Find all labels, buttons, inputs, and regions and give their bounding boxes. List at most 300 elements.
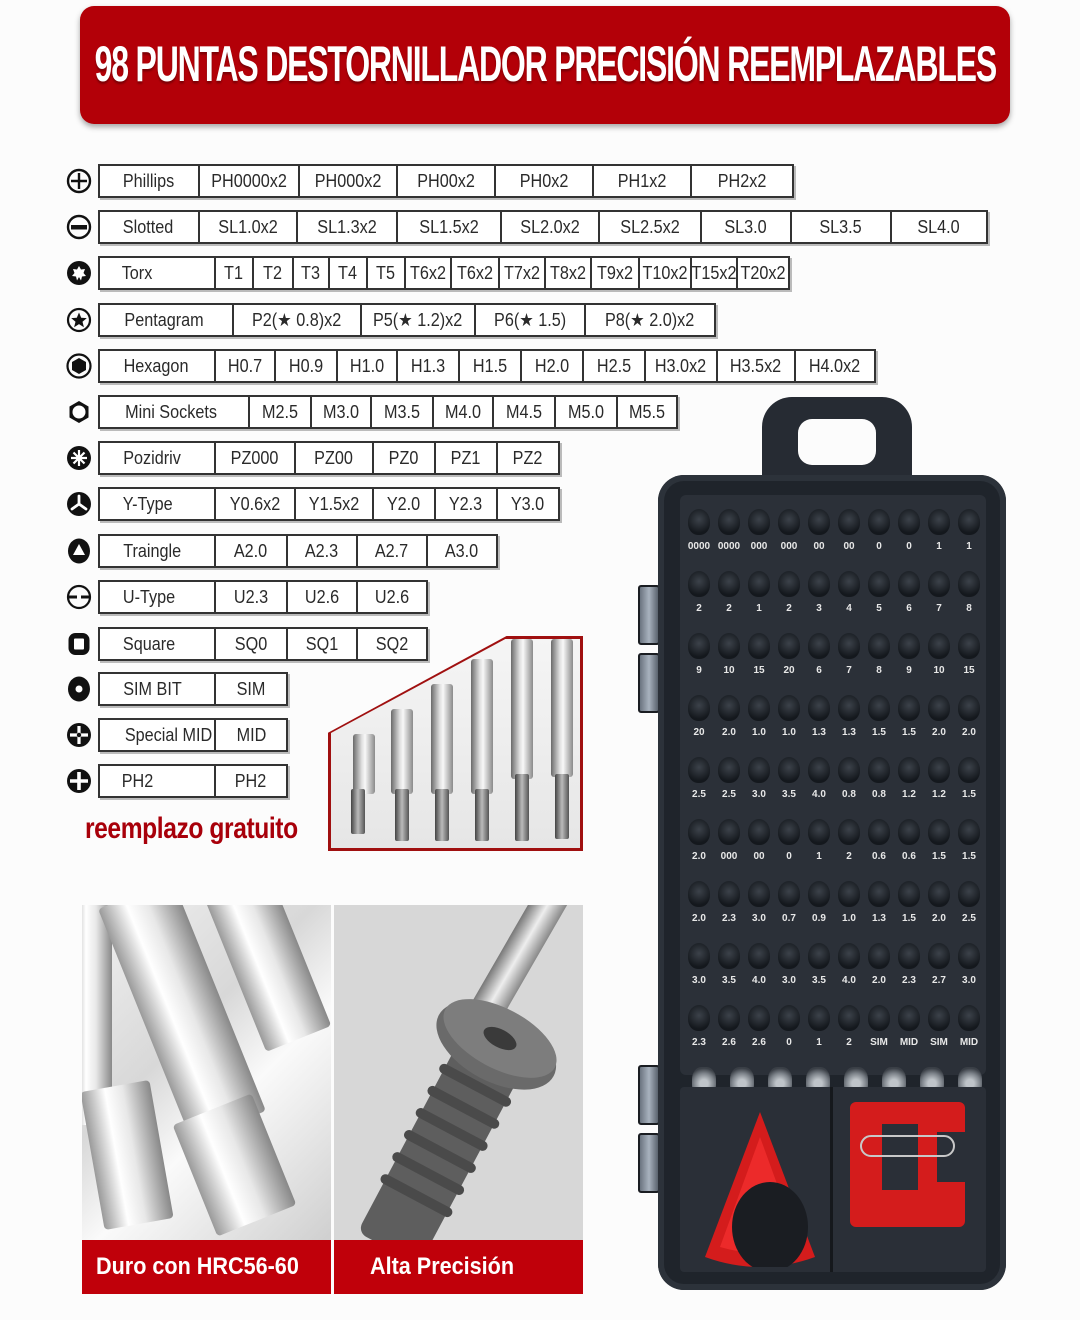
bit-size-cell: Y3.0 xyxy=(498,489,560,519)
hexagon-icon xyxy=(66,353,92,379)
bit-size-cell: Y0.6x2 xyxy=(216,489,296,519)
bit-slot xyxy=(958,1005,980,1031)
bit-size-cell: PH0x2 xyxy=(496,166,594,196)
bit-slot-label: 2.0 xyxy=(962,727,976,738)
bit-slot xyxy=(808,571,830,597)
bit-slot xyxy=(868,695,890,721)
banner-title: 98 PUNTAS DESTORNILLADOR PRECISIÓN REEMPLAZABLES xyxy=(94,36,996,92)
bit-type-label: Pozidriv xyxy=(100,443,216,473)
bit-slot-label: 2.3 xyxy=(722,913,736,924)
bit-size-cell: Y2.3 xyxy=(436,489,498,519)
bit-slot-label: 10 xyxy=(933,665,945,676)
bit-slot xyxy=(838,881,860,907)
bit-slot-label: 3.0 xyxy=(752,913,766,924)
bit-slot-label: 2 xyxy=(726,603,732,614)
bit-size-cell: P5(★ 1.2)x2 xyxy=(362,305,476,335)
bit-slot-label: 1 xyxy=(816,851,822,862)
spec-row-phillips xyxy=(66,164,794,198)
bit-slot xyxy=(868,509,890,535)
spec-row-sim-bit xyxy=(66,672,288,706)
bit-size-cell: PH2 xyxy=(216,766,288,796)
bit-size-cell: SQ0 xyxy=(216,629,288,659)
slotted-icon xyxy=(66,214,92,240)
bit-slot-label: 000 xyxy=(780,541,798,552)
spec-cells xyxy=(98,580,428,614)
spec-row-square xyxy=(66,627,428,661)
bit-slot-label: 1.5 xyxy=(962,789,976,800)
bit-slot-label: 2.6 xyxy=(752,1037,766,1048)
bit-slot-label: 1.0 xyxy=(752,727,766,738)
bit-slot-label: 20 xyxy=(693,727,705,738)
bit-slot xyxy=(838,819,860,845)
bit-size-cell: P8(★ 2.0)x2 xyxy=(586,305,716,335)
bit-slot xyxy=(868,571,890,597)
bit-size-cell: PH00x2 xyxy=(398,166,496,196)
pentagram-icon xyxy=(66,307,92,333)
bit-size-cell: T10x2 xyxy=(640,258,692,288)
sim-bit-icon xyxy=(66,676,92,702)
bit-size-cell: H1.5 xyxy=(460,351,522,381)
bit-slot-label: 4 xyxy=(846,603,852,614)
bit-tray xyxy=(680,495,986,1075)
spec-cells xyxy=(98,764,288,798)
spec-cells xyxy=(98,210,988,244)
bit-size-cell: T7x2 xyxy=(500,258,546,288)
bit-size-cell: SQ2 xyxy=(358,629,428,659)
bit-size-cell: SL3.0 xyxy=(702,212,792,242)
bit-slot-label: 00 xyxy=(753,851,765,862)
bit-slot xyxy=(688,1005,710,1031)
bit-size-cell: PZ1 xyxy=(436,443,498,473)
bit-size-cell: T5 xyxy=(368,258,406,288)
bit-size-cell: T6x2 xyxy=(452,258,500,288)
bit-slot-label: 0 xyxy=(876,541,882,552)
bit-slot xyxy=(928,695,950,721)
bit-slot-label: MID xyxy=(959,1037,979,1048)
spec-cells xyxy=(98,672,288,706)
u-type-icon xyxy=(66,584,92,610)
bit-label-row xyxy=(684,603,984,614)
spec-row-pozidriv xyxy=(66,441,560,475)
title-banner xyxy=(80,6,1010,124)
bit-slot-label: 6 xyxy=(906,603,912,614)
torx-icon xyxy=(66,260,92,286)
bit-size-cell: PZ2 xyxy=(498,443,560,473)
spec-cells xyxy=(98,395,678,429)
special-mid-icon xyxy=(66,722,92,748)
bit-slot xyxy=(688,695,710,721)
bit-shaft xyxy=(471,659,493,794)
bit-slot-label: 3.0 xyxy=(782,975,796,986)
bit-slot-label: 3.0 xyxy=(962,975,976,986)
bit-type-label: U-Type xyxy=(100,582,216,612)
bit-slot-label: 0.6 xyxy=(872,851,886,862)
bit-storage-case xyxy=(650,395,1020,1295)
bit-size-cell: M4.5 xyxy=(494,397,556,427)
bit-slot-label: 6 xyxy=(816,665,822,676)
bit-slot xyxy=(748,881,770,907)
feature-label-hardness: Duro con HRC56-60 xyxy=(82,1240,331,1294)
bit-slot xyxy=(838,509,860,535)
bit-slot-row xyxy=(688,881,980,907)
bit-slot xyxy=(718,509,740,535)
bit-shaft xyxy=(431,684,453,794)
bit-slot xyxy=(958,571,980,597)
bit-slot xyxy=(808,1005,830,1031)
slotted-bit-tip xyxy=(395,789,409,841)
bit-slot-label: 10 xyxy=(723,665,735,676)
bit-slot xyxy=(838,943,860,969)
spec-row-u-type xyxy=(66,580,428,614)
tool-compartment xyxy=(680,1087,986,1272)
bit-shaft xyxy=(511,639,533,779)
bit-slot-label: 1 xyxy=(756,603,762,614)
bit-size-cell: SL1.3x2 xyxy=(298,212,398,242)
bit-slot xyxy=(928,943,950,969)
spec-row-traingle xyxy=(66,534,498,568)
bit-slot-label: 1.2 xyxy=(902,789,916,800)
bit-slot xyxy=(958,695,980,721)
bit-slot-label: 3 xyxy=(816,603,822,614)
bit-size-cell: PH000x2 xyxy=(300,166,398,196)
bit-slot-row xyxy=(688,633,980,659)
bit-slot-label: SIM xyxy=(930,1037,948,1048)
bit-slot xyxy=(718,757,740,783)
bit-slot-row xyxy=(688,819,980,845)
hardened-steel-image xyxy=(82,905,331,1240)
spec-row-slotted xyxy=(66,210,988,244)
bit-slot-label: 2 xyxy=(846,1037,852,1048)
bit-slot xyxy=(898,819,920,845)
bit-size-cell: M3.5 xyxy=(372,397,434,427)
bit-slot-label: 0.7 xyxy=(782,913,796,924)
bit-slot-label: 0.8 xyxy=(872,789,886,800)
bit-slot-label: 2 xyxy=(786,603,792,614)
feature-label-precision: Alta Precisión xyxy=(334,1240,583,1294)
bit-slot-label: 2.3 xyxy=(902,975,916,986)
bit-slot-label: 1.3 xyxy=(872,913,886,924)
bit-slot xyxy=(718,571,740,597)
free-replacement-caption: reemplazo gratuito xyxy=(85,812,298,845)
bit-slot xyxy=(838,633,860,659)
bit-slot xyxy=(748,943,770,969)
spec-row-y-type xyxy=(66,487,560,521)
bit-slot xyxy=(868,943,890,969)
bit-slot-label: 0 xyxy=(906,541,912,552)
bit-slot-label: 15 xyxy=(963,665,975,676)
bit-slot-label: 4.0 xyxy=(752,975,766,986)
bit-slot-label: 2 xyxy=(846,851,852,862)
bit-type-label: Slotted xyxy=(100,212,200,242)
bit-slot xyxy=(838,695,860,721)
bit-slot xyxy=(688,881,710,907)
case-hinge xyxy=(638,1133,660,1193)
bit-size-cell: U2.3 xyxy=(216,582,288,612)
bit-slot-row xyxy=(688,757,980,783)
bit-slot xyxy=(688,757,710,783)
bit-slot-row xyxy=(688,571,980,597)
bit-slot-label: 3.0 xyxy=(692,975,706,986)
bit-size-cell: P2(★ 0.8)x2 xyxy=(234,305,362,335)
magnetizer-slot xyxy=(882,1124,918,1190)
bit-slot-row xyxy=(688,943,980,969)
bit-slot-label: 1.5 xyxy=(902,913,916,924)
bit-slot xyxy=(868,819,890,845)
bit-slot xyxy=(838,571,860,597)
bit-slot-label: 1.5 xyxy=(932,851,946,862)
compartment-divider xyxy=(830,1087,833,1272)
bit-label-row xyxy=(684,975,984,986)
bit-type-label: Mini Sockets xyxy=(100,397,250,427)
bit-type-label: Pentagram xyxy=(100,305,234,335)
bit-type-label: Square xyxy=(100,629,216,659)
bit-slot xyxy=(748,695,770,721)
bit-label-row xyxy=(684,541,984,552)
spec-cells xyxy=(98,718,288,752)
bit-slot-label: 7 xyxy=(846,665,852,676)
bit-size-cell: SL2.5x2 xyxy=(600,212,702,242)
bit-slot xyxy=(958,943,980,969)
bit-slot xyxy=(778,1005,800,1031)
spec-row-hexagon xyxy=(66,349,876,383)
bit-slot-label: 4.0 xyxy=(842,975,856,986)
bit-slot xyxy=(718,819,740,845)
bit-slot-label: 2.5 xyxy=(962,913,976,924)
bit-slot-label: 3.5 xyxy=(812,975,826,986)
bit-slot-label: 1.3 xyxy=(812,727,826,738)
bit-slot-label: 9 xyxy=(906,665,912,676)
bit-closeup-image xyxy=(328,636,583,851)
bit-size-cell: SIM xyxy=(216,674,288,704)
bit-slot xyxy=(838,757,860,783)
spec-row-pentagram xyxy=(66,303,716,337)
bit-size-cell: A2.0 xyxy=(216,536,288,566)
spec-row-special-mid xyxy=(66,718,288,752)
bit-slot-label: 1.5 xyxy=(872,727,886,738)
bit-label-row xyxy=(684,665,984,676)
bit-size-cell: P6(★ 1.5) xyxy=(476,305,586,335)
bit-slot xyxy=(868,1005,890,1031)
bit-size-cell: PH1x2 xyxy=(594,166,692,196)
bit-size-cell: H3.5x2 xyxy=(718,351,796,381)
screwdriver-handle xyxy=(700,1107,820,1267)
bit-size-cell: PZ00 xyxy=(296,443,374,473)
bit-slot-label: 2.0 xyxy=(692,913,706,924)
bit-slot xyxy=(808,819,830,845)
bit-size-cell: T1 xyxy=(216,258,254,288)
bit-slot-label: 2.0 xyxy=(932,913,946,924)
bit-size-cell: M5.5 xyxy=(618,397,678,427)
bit-slot-label: 20 xyxy=(783,665,795,676)
bit-slot xyxy=(808,509,830,535)
bit-slot xyxy=(898,757,920,783)
bit-size-cell: A2.3 xyxy=(288,536,358,566)
bit-size-cell: MID xyxy=(216,720,288,750)
bit-slot-label: 00 xyxy=(843,541,855,552)
bit-size-cell: H3.0x2 xyxy=(646,351,718,381)
bit-slot-label: 3.0 xyxy=(752,789,766,800)
bit-size-cell: T20x2 xyxy=(738,258,790,288)
bit-slot xyxy=(898,943,920,969)
bit-size-cell: H0.7 xyxy=(216,351,276,381)
bit-slot xyxy=(898,881,920,907)
bit-slot-label: 0 xyxy=(786,1037,792,1048)
bit-slot-label: 2.6 xyxy=(722,1037,736,1048)
bit-size-cell: T8x2 xyxy=(546,258,592,288)
bit-type-label: Y-Type xyxy=(100,489,216,519)
bit-size-cell: T4 xyxy=(330,258,368,288)
case-hinge xyxy=(638,653,660,713)
bit-slot xyxy=(808,695,830,721)
bit-slot xyxy=(718,633,740,659)
bit-slot xyxy=(808,881,830,907)
bit-slot xyxy=(838,1005,860,1031)
bit-slot-label: 1.5 xyxy=(962,851,976,862)
case-hanging-tab xyxy=(762,397,912,487)
spec-cells xyxy=(98,487,560,521)
triangle-icon xyxy=(66,538,92,564)
bit-slot xyxy=(808,633,830,659)
bit-slot xyxy=(868,881,890,907)
bit-slot xyxy=(778,509,800,535)
bit-slot-label: MID xyxy=(899,1037,919,1048)
torx-bit-tip xyxy=(475,789,489,841)
bit-size-cell: Y2.0 xyxy=(374,489,436,519)
bit-slot xyxy=(898,695,920,721)
bit-slot xyxy=(778,943,800,969)
bit-slot xyxy=(688,819,710,845)
spec-cells xyxy=(98,441,560,475)
bit-slot xyxy=(928,571,950,597)
bit-slot-label: 2.3 xyxy=(692,1037,706,1048)
triangle-bit-tip xyxy=(555,774,569,839)
bit-slot-label: 9 xyxy=(696,665,702,676)
bit-slot-label: 15 xyxy=(753,665,765,676)
spec-cells xyxy=(98,303,716,337)
bit-slot-label: 2.5 xyxy=(692,789,706,800)
bit-slot-label: 1.0 xyxy=(842,913,856,924)
magnetizer-tool xyxy=(850,1102,965,1227)
bit-slot xyxy=(868,757,890,783)
bit-slot xyxy=(958,633,980,659)
bit-slot-label: 0 xyxy=(786,851,792,862)
bit-slot xyxy=(958,757,980,783)
bit-size-cell: T2 xyxy=(254,258,294,288)
bit-size-cell: M4.0 xyxy=(434,397,494,427)
bit-slot-label: 0000 xyxy=(717,541,741,552)
screw-driver-illustration xyxy=(334,905,583,1240)
bit-size-cell: A3.0 xyxy=(428,536,498,566)
bit-slot-label: 1 xyxy=(816,1037,822,1048)
bit-label-row xyxy=(684,727,984,738)
bit-size-cell: H2.5 xyxy=(584,351,646,381)
bit-slot xyxy=(748,1005,770,1031)
spec-row-mini-sockets xyxy=(66,395,678,429)
bit-slot xyxy=(898,571,920,597)
phillips-bit-tip xyxy=(351,789,365,834)
bit-type-label: Traingle xyxy=(100,536,216,566)
bit-slot-label: 5 xyxy=(876,603,882,614)
bit-slot xyxy=(748,757,770,783)
bit-slot xyxy=(808,943,830,969)
bit-slot xyxy=(778,695,800,721)
steel-bar xyxy=(82,1080,174,1230)
precision-screw-image xyxy=(334,905,583,1240)
bit-slot xyxy=(688,509,710,535)
bit-slot xyxy=(748,509,770,535)
bit-slot xyxy=(718,695,740,721)
mini-socket-icon xyxy=(66,399,92,425)
bit-slot xyxy=(778,633,800,659)
bit-slot xyxy=(928,757,950,783)
bit-slot xyxy=(748,571,770,597)
bit-shaft xyxy=(551,639,573,777)
bit-size-cell: U2.6 xyxy=(358,582,428,612)
bit-slot xyxy=(688,943,710,969)
ph2-icon xyxy=(66,768,92,794)
bit-slot-label: 0.9 xyxy=(812,913,826,924)
bit-slot-label: 1.2 xyxy=(932,789,946,800)
bit-slot-label: SIM xyxy=(870,1037,888,1048)
bit-slot-label: 7 xyxy=(936,603,942,614)
bit-slot-label: 00 xyxy=(813,541,825,552)
bit-slot-label: 8 xyxy=(876,665,882,676)
bit-slot xyxy=(748,819,770,845)
spec-row-torx xyxy=(66,256,790,290)
bit-slot xyxy=(688,633,710,659)
bit-slot-label: 2.5 xyxy=(722,789,736,800)
spec-row-ph2 xyxy=(66,764,288,798)
bit-slot-label: 2 xyxy=(696,603,702,614)
case-hinge xyxy=(638,1065,660,1125)
bit-slot-label: 2.0 xyxy=(692,851,706,862)
bit-slot xyxy=(748,633,770,659)
bit-size-cell: T6x2 xyxy=(406,258,452,288)
bit-slot xyxy=(718,881,740,907)
bit-shaft xyxy=(391,709,413,794)
bit-size-cell: M3.0 xyxy=(312,397,372,427)
square-icon xyxy=(66,631,92,657)
bit-size-cell: SQ1 xyxy=(288,629,358,659)
bit-slot-label: 1.3 xyxy=(842,727,856,738)
bit-slot xyxy=(928,1005,950,1031)
bit-slot xyxy=(718,1005,740,1031)
spec-cells xyxy=(98,256,790,290)
bit-size-cell: SL1.0x2 xyxy=(200,212,298,242)
bit-size-cell: SL3.5 xyxy=(792,212,892,242)
bit-size-cell: H0.9 xyxy=(276,351,338,381)
bit-slot xyxy=(688,571,710,597)
bit-slot xyxy=(778,757,800,783)
bit-slot xyxy=(928,633,950,659)
bit-type-label: Phillips xyxy=(100,166,200,196)
bit-slot-label: 2.0 xyxy=(872,975,886,986)
bit-closeup-photo xyxy=(331,639,580,848)
bit-label-row xyxy=(684,789,984,800)
bit-size-cell: A2.7 xyxy=(358,536,428,566)
bit-slot xyxy=(928,509,950,535)
bit-slot-label: 4.0 xyxy=(812,789,826,800)
bit-type-label: Hexagon xyxy=(100,351,216,381)
bit-type-label: PH2 xyxy=(100,766,216,796)
bit-slot-label: 2.7 xyxy=(932,975,946,986)
torx-bit-tip xyxy=(435,789,449,841)
bit-slot xyxy=(928,881,950,907)
bit-size-cell: T9x2 xyxy=(592,258,640,288)
bit-size-cell: H4.0x2 xyxy=(796,351,876,381)
bit-label-row xyxy=(684,913,984,924)
case-hinge xyxy=(638,585,660,645)
